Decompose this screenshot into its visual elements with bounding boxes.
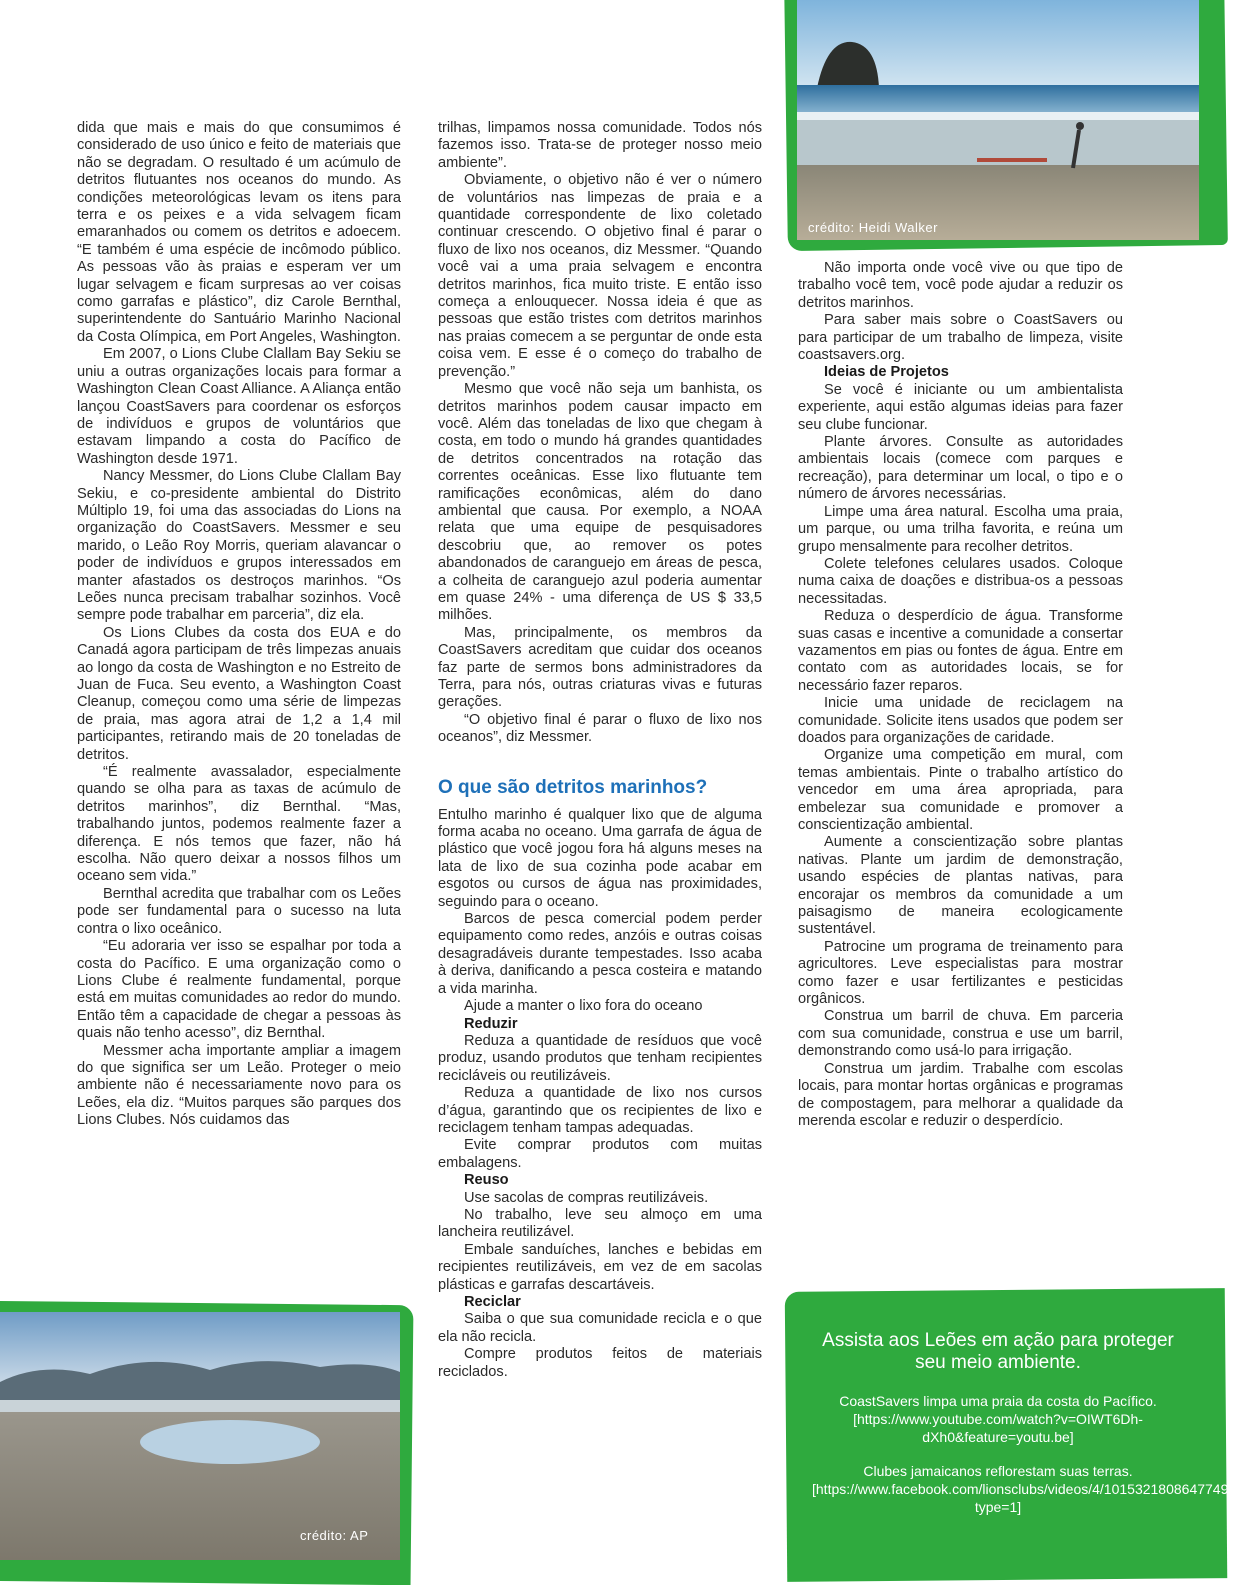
- paragraph: trilhas, limpamos nossa comunidade. Todos nós fazemos isso. Trata-se de proteger nosso meio ambiente”.: [438, 120, 762, 171]
- shore-photo-illustration: [0, 1312, 400, 1560]
- list-item: Reduza o desperdício de água. Transforme suas casas e incentive a comunidade a consertar vazamentos em pias ou fontes de água. Entre em contato com as autoridades locais, se for necessário fazer reparos.: [798, 608, 1123, 694]
- paragraph: “É realmente avassalador, especialmente quando se olha para as taxas de acúmulo de detritos marinhos”, diz Bernthal. “Mas, trabalhando juntos, podemos realmente fazer a diferença. E nós temos que fazer, não há escolha. Não quero deixar a nossos filhos um oceano sem vida.”: [77, 764, 401, 885]
- list-item: Colete telefones celulares usados. Coloque numa caixa de doações e distribua-os a pessoas necessitadas.: [798, 555, 1123, 607]
- paragraph: Não importa onde você vive ou que tipo de trabalho você tem, você pode ajudar a reduzir os detritos marinhos.: [798, 260, 1123, 311]
- list-item: Organize uma competição em mural, com temas ambientais. Pinte o trabalho artístico do vencedor em uma área apropriada, para embelezar sua comunidade e promover a conscientização ambiental.: [798, 747, 1123, 833]
- video-item-2: [812, 1462, 1248, 1516]
- article-column-2: [438, 120, 762, 1381]
- photo-top-credit: crédito: Heidi Walker: [808, 220, 938, 235]
- shore-photo: [0, 1312, 400, 1560]
- paragraph: No trabalho, leve seu almoço em uma lancheira reutilizável.: [438, 1206, 762, 1241]
- paragraph: “Eu adoraria ver isso se espalhar por toda a costa do Pacífico. E uma organização como o Lions Clube é realmente fundamental, porque está em muitas comunidades ao redor do mundo. Então têm a capacidade de chegar a pessoas às quais não tenho acesso”, diz Bernthal.: [77, 938, 401, 1042]
- paragraph: Em 2007, o Lions Clube Clallam Bay Sekiu se uniu a outras organizações locais para formar a Washington Clean Coast Alliance. A Aliança então lançou CoastSavers para coordenar os esforços de indivíduos e grupos de voluntários que estavam limpando a costa do Pacífico de Washington desde 1971.: [77, 346, 401, 467]
- list-item: Patrocine um programa de treinamento para agricultores. Leve especialistas para mostrar como fazer e usar fertilizantes e pesticidas orgânicos.: [798, 938, 1123, 1008]
- article-column-1: [77, 120, 401, 1130]
- paragraph: Barcos de pesca comercial podem perder equipamento como redes, anzóis e outras coisas desagradáveis durante tempestades. Isso acaba à deriva, danificando a pesca costeira e matando a vida marinha.: [438, 911, 762, 997]
- beach-photo-illustration: [797, 0, 1199, 240]
- paragraph: Compre produtos feitos de materiais reciclados.: [438, 1346, 762, 1380]
- list-item: Plante árvores. Consulte as autoridades ambientais locais (comece com parques e recreação), para determinar um local, o tipo e o número de árvores necessárias.: [798, 434, 1123, 503]
- video-item-2-link[interactable]: [https://www.facebook.com/lionsclubs/videos/4/10153218086477492/?type=1]: [812, 1481, 1248, 1515]
- video-item-1-link[interactable]: [https://www.youtube.com/watch?v=OIWT6Dh-dXh0&feature=youtu.be]: [853, 1411, 1143, 1445]
- paragraph: Os Lions Clubes da costa dos EUA e do Canadá agora participam de três limpezas anuais ao longo da costa de Washington e no Estreito de Juan de Fuca. Seu evento, a Washington Coast Cleanup, começou como uma série de limpezas de praia, mas agora atrai de 1,2 a 1,4 mil participantes, retirando mais de 20 toneladas de detritos.: [77, 624, 401, 763]
- list-item: Construa um barril de chuva. Em parceria com sua comunidade, construa e use um barril, demonstrando como usá-lo para irrigação.: [798, 1008, 1123, 1060]
- paragraph: “O objetivo final é parar o fluxo de lixo nos oceanos”, diz Messmer.: [438, 711, 762, 746]
- beach-photo: [797, 0, 1199, 240]
- list-item: Construa um jardim. Trabalhe com escolas locais, para montar hortas orgânicas e programas de compostagem, para melhorar a qualidade da merenda escolar e reduzir o desperdício.: [798, 1060, 1123, 1129]
- paragraph: Ajude a manter o lixo fora do oceano: [464, 998, 703, 1015]
- paragraph: Entulho marinho é qualquer lixo que de alguma forma acaba no oceano. Uma garrafa de água de plástico que você jogou fora há alguns meses na lata de lixo de sua cozinha pode acabar em esgotos ou cursos de água nas proximidades, seguindo para o oceano.: [438, 806, 762, 910]
- subheading-reciclar: Reciclar: [464, 1294, 521, 1310]
- paragraph: Use sacolas de compras reutilizáveis.: [464, 1189, 709, 1206]
- paragraph: Obviamente, o objetivo não é ver o número de voluntários nas limpezas de praia e a quantidade correspondente de lixo coletado continuar crescendo. O objetivo final é parar o fluxo de lixo nos oceanos, diz Messmer. “Quando você vai a uma praia selvagem e encontra detritos marinhos, fica muito triste. E então isso começa a enlouquecer. Nossa ideia é que as pessoas que estão tristes com detritos marinhos nas praias comecem a se perguntar de onde esta coisa vem. E esse é o começo do trabalho de prevenção.”: [438, 172, 762, 380]
- subheading-reduzir: Reduzir: [464, 1015, 518, 1032]
- paragraph: dida que mais e mais do que consumimos é considerado de uso único e feito de materiais que não se degradam. O resultado é um acúmulo de detritos flutuantes nos oceanos do mundo. As condições meteorológicas levam os itens para terra e os peixes e a vida selvagem ficam emaranhados ou comem os detritos e adoecem. “E também é uma espécie de incômodo público. As pessoas vão às praias e esperam ver um lugar selvagem e ficam surpresas ao ver coisas como garrafas e plástico”, diz Carole Bernthal, superintendente do Santuário Marinho Nacional da Costa Olímpica, em Port Angeles, Washington.: [77, 120, 401, 345]
- paragraph: Reduza a quantidade de resíduos que você produz, usando produtos que tenham recipientes recicláveis ou reutilizáveis.: [438, 1032, 762, 1084]
- list-item: Inicie uma unidade de reciclagem na comunidade. Solicite itens usados que podem ser doados para organizações de caridade.: [798, 695, 1123, 746]
- paragraph: Para saber mais sobre o CoastSavers ou para participar de um trabalho de limpeza, visite coastsavers.org.: [798, 312, 1123, 364]
- subheading-reuso: Reuso: [464, 1172, 509, 1189]
- paragraph: Messmer acha importante ampliar a imagem do que significa ser um Leão. Proteger o meio ambiente não é necessariamente novo para os Leões, ela diz. “Muitos parques são parques dos Lions Clubes. Nós cuidamos das: [77, 1042, 401, 1129]
- paragraph: Evite comprar produtos com muitas embalagens.: [438, 1137, 762, 1171]
- video-item-2-text: Clubes jamaicanos reflorestam suas terras.: [863, 1463, 1133, 1479]
- list-item: Se você é iniciante ou um ambientalista experiente, aqui estão algumas ideias para fazer seu clube funcionar.: [798, 381, 1123, 433]
- paragraph: Bernthal acredita que trabalhar com os Leões pode ser fundamental para o sucesso na luta contra o lixo oceânico.: [77, 885, 401, 937]
- list-item: Aumente a conscientização sobre plantas nativas. Plante um jardim de demonstração, usando espécies de plantas nativas, para encorajar os membros da comunidade a um paisagismo de maneira ecologicamente sustentável.: [798, 834, 1123, 938]
- section-title: O que são detritos marinhos?: [438, 776, 708, 798]
- paragraph: Saiba o que sua comunidade recicla e o que ela não recicla.: [438, 1311, 762, 1345]
- paragraph: Mesmo que você não seja um banhista, os detritos marinhos podem causar impacto em você. Além das toneladas de lixo que chegam à costa, em todo o mundo há grandes quantidades de detritos concentrados na rotação das correntes oceânicas. Esse lixo flutuante tem ramificações econômicas, além do dano ambiental que causa. Por exemplo, a NOAA relata que uma equipe de pesquisadores descobriu que, ao remover os potes abandonados de caranguejo em áreas de pesca, a colheita de caranguejo azul poderia aumentar em quase 24% - uma diferença de US $ 33,5 milhões.: [438, 381, 762, 624]
- photo-bottom-credit: crédito: AP: [300, 1528, 369, 1543]
- video-promo-title: Assista aos Leões em ação para proteger seu meio ambiente.: [822, 1330, 1174, 1373]
- paragraph: Nancy Messmer, do Lions Clube Clallam Bay Sekiu, e co-presidente ambiental do Distrito Múltiplo 19, foi uma das associadas do Lions na organização do CoastSavers. Messmer e seu marido, o Leão Roy Morris, queriam alavancar o poder de indivíduos e grupos interessados em manter afastados os destroços marinhos. “Os Leões nunca precisam trabalhar sozinhos. Você sempre pode trabalhar em parceria”, diz ela.: [77, 468, 401, 624]
- paragraph: Reduza a quantidade de lixo nos cursos d’água, garantindo que os recipientes de lixo e reciclagem tenham tampas adequadas.: [438, 1085, 762, 1136]
- video-item-1-text: CoastSavers limpa uma praia da costa do Pacífico.: [839, 1393, 1157, 1409]
- subheading-ideias: Ideias de Projetos: [824, 364, 949, 381]
- video-item-1: [812, 1392, 1184, 1446]
- video-promo-content: [812, 1330, 1248, 1532]
- list-item: Limpe uma área natural. Escolha uma praia, um parque, ou uma trilha favorita, e reúna um grupo mensalmente para recolher detritos.: [798, 503, 1123, 555]
- paragraph: Embale sanduíches, lanches e bebidas em recipientes reutilizáveis, em vez de em sacolas plásticas e garrafas descartáveis.: [438, 1241, 762, 1293]
- paragraph: Mas, principalmente, os membros da CoastSavers acreditam que cuidar dos oceanos faz parte de sermos bons administradores da Terra, para nós, outras criaturas vivas e futuras gerações.: [438, 624, 762, 711]
- article-column-3: [798, 260, 1123, 1130]
